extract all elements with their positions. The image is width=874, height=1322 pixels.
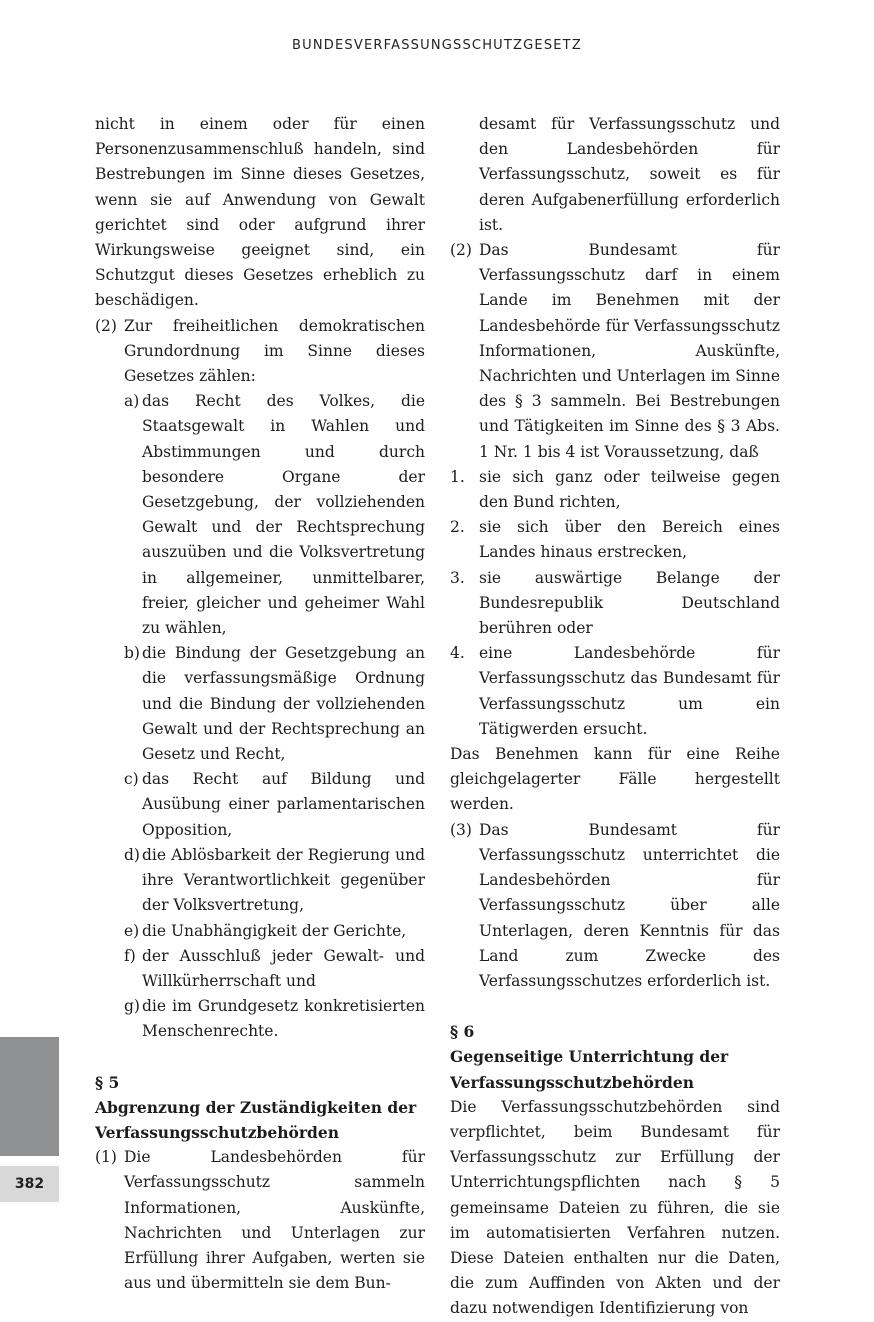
list-item-a [124, 389, 425, 641]
section-5-paragraph-2 [450, 238, 780, 465]
list-text: die im Grundgesetz konkretisierten Menschenrechte. [142, 997, 425, 1041]
numbered-item-1 [450, 465, 780, 515]
list-item-e [124, 919, 425, 944]
section-6-number: § 6 [450, 1022, 475, 1042]
section-spacer [95, 1045, 425, 1070]
page-number: 382 [0, 1166, 59, 1202]
page-edge-tab [0, 1037, 59, 1156]
list-text: der Ausschluß jeder Gewalt- und Willkürherrschaft und [142, 946, 425, 990]
section-6-text: Die Verfassungsschutzbehörden sind verpflichtet, beim Bundesamt für Verfassungsschutz zur Erfüllung der Unterrichtungspflichten nach § 5 gemeinsame Dateien zu führen, die sie im automatisierten Verfahren nutzen. Diese Dateien enthalten nur die Daten, die zum Auffinden von Akten und der dazu notwendigen Identifizierung von [450, 1097, 780, 1318]
paragraph-text: Zur freiheitlichen demokratischen Grundordnung im Sinne dieses Gesetzes zählen: [124, 316, 425, 386]
continuation-paragraph: desamt für Verfassungsschutz und den Landesbehörden für Verfassungsschutz, soweit es für deren Aufgabenerfüllung erforderlich ist. [479, 115, 780, 234]
paragraph-marker: (3) [450, 820, 472, 839]
list-item-c [124, 767, 425, 843]
paragraph-text: Das Bundesamt für Verfassungsschutz unterrichtet die Landesbehörden für Verfassungsschutz über alle Unterlagen, deren Kenntnis für das Land zum Zwecke des Verfassungsschutzes erforderlich ist. [479, 820, 780, 990]
list-marker: 3. [450, 568, 465, 587]
paragraph-marker: (2) [95, 316, 117, 335]
section-5-number: § 5 [95, 1072, 120, 1092]
section-5-paragraph-1 [95, 1145, 425, 1296]
list-text: das Recht auf Bildung und Ausübung einer parlamentarischen Opposition, [142, 770, 425, 839]
list-text: sie sich über den Bereich eines Landes hinaus erstrecken, [479, 518, 780, 562]
list-text: das Recht des Volkes, die Staatsgewalt in Wahlen und Abstimmungen und durch besondere Organe der Gesetzgebung, der vollziehenden Gewalt und der Rechtsprechung auszuüben und die Volksvertretung in allgemeiner, unmittelbarer, freier, gleicher und geheimer Wahl zu wählen, [142, 392, 425, 638]
list-marker: a) [124, 392, 140, 411]
list-marker: 1. [450, 467, 465, 486]
list-item-f [124, 944, 425, 994]
list-marker: 4. [450, 644, 465, 663]
list-text: die Bindung der Gesetzgebung an die verfassungsmäßige Ordnung und die Bindung der vollziehenden Gewalt und der Rechtsprechung an Gesetz und Recht, [142, 644, 425, 764]
numbered-item-4 [450, 641, 780, 742]
list-marker: e) [124, 921, 140, 940]
list-item-d [124, 843, 425, 919]
section-5-title: Abgrenzung der Zuständigkeiten der Verfassungsschutzbehörden [95, 1097, 417, 1142]
list-item-g [124, 994, 425, 1044]
running-header: BUNDESVERFASSUNGSSCHUTZGESETZ [292, 38, 582, 53]
numbered-item-2 [450, 515, 780, 565]
paragraph-2 [95, 314, 425, 390]
intro-paragraph: nicht in einem oder für einen Personenzusammenschluß handeln, sind Bestrebungen im Sinne dieses Gesetzes, wenn sie auf Anwendung von Gewalt gerichtet sind oder aufgrund ihrer Wirkungsweise geeignet sind, ein Schutzgut dieses Gesetzes erheblich zu beschädigen. [95, 115, 425, 310]
list-marker: g) [124, 997, 140, 1016]
section-spacer [450, 994, 780, 1019]
list-marker: b) [124, 644, 140, 663]
list-marker: f) [124, 946, 136, 965]
list-item-b [124, 641, 425, 767]
list-text: sie auswärtige Belange der Bundesrepublik Deutschland berühren oder [479, 568, 780, 638]
paragraph-text: Die Landesbehörden für Verfassungsschutz sammeln Informationen, Auskünfte, Nachrichten und Unterlagen zur Erfüllung ihrer Aufgaben, werten sie aus und übermitteln sie dem Bun- [124, 1148, 425, 1293]
list-text: die Unabhängigkeit der Gerichte, [142, 921, 407, 940]
list-marker: d) [124, 845, 140, 864]
list-marker: c) [124, 770, 139, 789]
section-5-paragraph-3 [450, 818, 780, 994]
numbered-item-3 [450, 566, 780, 642]
section-6-title: Gegenseitige Unterrichtung der Verfassungsschutzbehörden [450, 1047, 729, 1092]
benehmen-paragraph: Das Benehmen kann für eine Reihe gleichgelagerter Fälle hergestellt werden. [450, 745, 780, 814]
paragraph-marker: (1) [95, 1148, 117, 1167]
list-marker: 2. [450, 518, 465, 537]
paragraph-marker: (2) [450, 241, 472, 260]
paragraph-text: Das Bundesamt für Verfassungsschutz darf in einem Lande im Benehmen mit der Landesbehörde für Verfassungsschutz Informationen, Auskünfte, Nachrichten und Unterlagen im Sinne des § 3 sammeln. Bei Bestrebungen und Tätigkeiten im Sinne des § 3 Abs. 1 Nr. 1 bis 4 ist Voraussetzung, daß [479, 241, 780, 461]
list-text: die Ablösbarkeit der Regierung und ihre Verantwortlichkeit gegenüber der Volksvertretung, [142, 845, 425, 915]
list-text: sie sich ganz oder teilweise gegen den Bund richten, [479, 467, 780, 512]
left-column [95, 112, 425, 1296]
list-text: eine Landesbehörde für Verfassungsschutz das Bundesamt für Verfassungsschutz um ein Tätigwerden ersucht. [479, 644, 780, 738]
right-column [450, 112, 780, 1322]
